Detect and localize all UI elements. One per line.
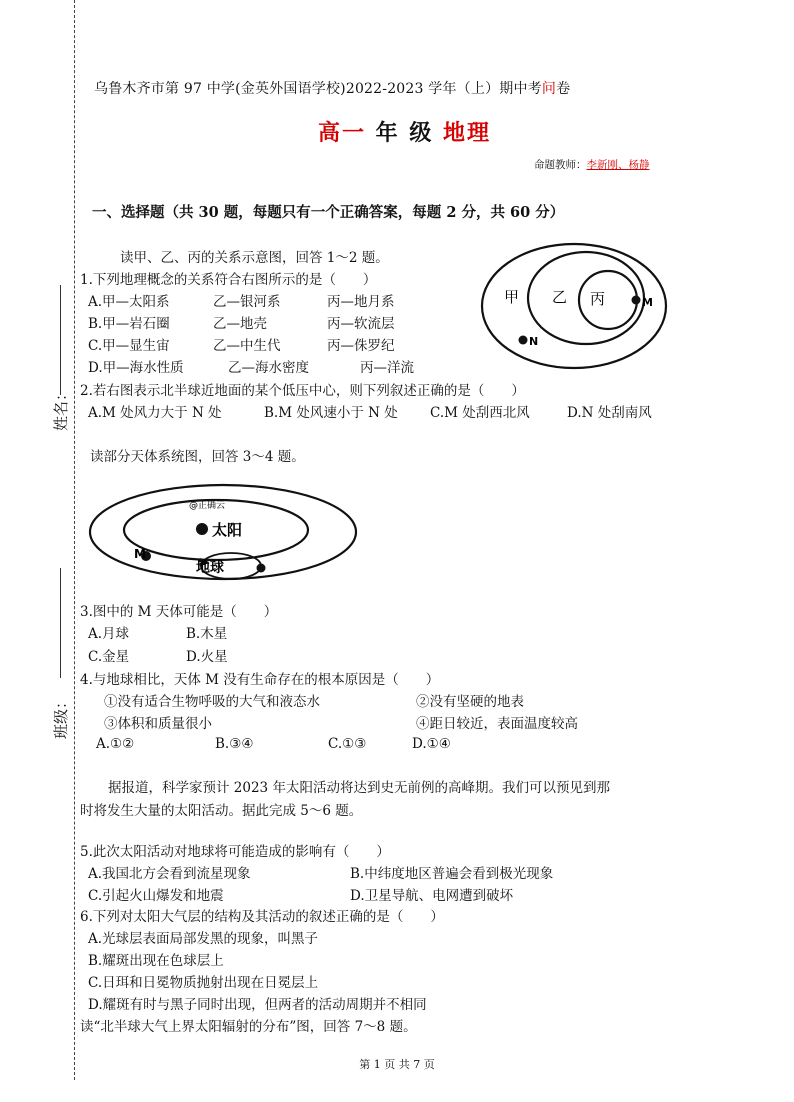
- teacher-label: 命题教师：: [534, 159, 587, 171]
- m-label: M: [134, 547, 146, 561]
- sun-dot: [196, 523, 208, 535]
- class-fill-line: [60, 568, 61, 678]
- q1-option-c: C.甲—显生宙: [88, 338, 170, 354]
- q1-option-c-yi: 乙—中生代: [213, 338, 281, 354]
- label-bing: 丙: [590, 290, 606, 308]
- sun-label: 太阳: [212, 521, 243, 539]
- teacher-line: [534, 157, 650, 172]
- binding-dashed-line: [74, 0, 75, 1080]
- q3-option-c: C.金星: [88, 649, 130, 665]
- q6-stem: 6.下列对太阳大气层的结构及其活动的叙述正确的是（ ）: [80, 909, 444, 925]
- intro-q1-2: 读甲、乙、丙的关系示意图，回答 1～2 题。: [120, 250, 389, 266]
- q5-option-d: D.卫星导航、电网遭到破坏: [350, 888, 514, 904]
- header-red-char: 问: [541, 81, 557, 97]
- q4-option-c: C.①③: [328, 736, 367, 752]
- q3-stem: 3.图中的 M 天体可能是（ ）: [80, 604, 278, 620]
- header-main: 乌鲁木齐市第 97 中学(金英外国语学校)2022-2023 学年（上）期中考: [94, 81, 542, 97]
- watermark: @正确云: [189, 501, 226, 511]
- q1-option-b-yi: 乙—地壳: [213, 316, 267, 332]
- label-m: M: [642, 296, 653, 309]
- exam-header: [94, 78, 570, 98]
- q1-option-a-yi: 乙—银河系: [213, 294, 281, 310]
- grade-text: 高一: [318, 120, 367, 146]
- point-m: [632, 296, 641, 305]
- q4-item-4: ④距日较近，表面温度较高: [416, 716, 578, 732]
- grade-mid: 年 级: [366, 120, 443, 146]
- label-n: N: [529, 335, 539, 348]
- label-yi: 乙: [552, 288, 568, 306]
- class-label: 班级：: [52, 693, 71, 740]
- q1-stem: 1.下列地理概念的关系符合右图所示的是（ ）: [80, 272, 377, 288]
- point-n: [519, 336, 528, 345]
- q6-option-a: A.光球层表面局部发黑的现象，叫黑子: [88, 931, 319, 947]
- section-heading: 一、选择题（共 30 题，每题只有一个正确答案，每题 2 分，共 60 分）: [92, 204, 565, 221]
- q2-option-d: D.N 处刮南风: [567, 405, 652, 421]
- q4-option-a: A.①②: [96, 736, 135, 752]
- q4-item-2: ②没有坚硬的地表: [416, 694, 524, 710]
- q2-option-c: C.M 处刮西北风: [430, 405, 530, 421]
- passage-line-2: 时将发生大量的太阳活动。据此完成 5～6 题。: [80, 803, 363, 819]
- q4-stem: 4.与地球相比，天体 M 没有生命存在的根本原因是（ ）: [80, 672, 440, 688]
- name-fill-line: [60, 285, 61, 395]
- q4-item-1: ①没有适合生物呼吸的大气和液态水: [104, 694, 320, 710]
- q1-option-d-bing: 丙—洋流: [360, 360, 414, 376]
- q1-option-a: A.甲—太阳系: [88, 294, 170, 310]
- circle-bing: [579, 271, 637, 329]
- q1-option-c-bing: 丙—侏罗纪: [327, 338, 395, 354]
- celestial-system-diagram: [86, 482, 366, 592]
- q2-option-a: A.M 处风力大于 N 处: [88, 405, 222, 421]
- grade-subject-title: [318, 116, 491, 147]
- label-jia: 甲: [504, 288, 520, 306]
- circle-yi: [528, 252, 644, 344]
- q5-option-a: A.我国北方会看到流星现象: [88, 866, 251, 882]
- intro-q3-4: 读部分天体系统图，回答 3～4 题。: [90, 449, 305, 465]
- q1-option-b-bing: 丙—软流层: [327, 316, 395, 332]
- q1-option-b: B.甲—岩石圈: [88, 316, 170, 332]
- q6-option-c: C.日珥和日冕物质抛射出现在日冕层上: [88, 975, 319, 991]
- circle-jia: [482, 244, 666, 368]
- subject-text: 地理: [443, 120, 492, 146]
- q3-option-a: A.月球: [88, 626, 130, 642]
- passage-line-1: 据报道，科学家预计 2023 年太阳活动将达到史无前例的高峰期。我们可以预见到那: [108, 780, 610, 796]
- relation-diagram: [478, 238, 678, 378]
- q5-option-c: C.引起火山爆发和地震: [88, 888, 224, 904]
- q4-option-d: D.①④: [412, 736, 451, 752]
- q6-option-d: D.耀斑有时与黑子同时出现，但两者的活动周期并不相同: [88, 997, 427, 1013]
- q2-stem: 2.若右图表示北半球近地面的某个低压中心，则下列叙述正确的是（ ）: [80, 383, 525, 399]
- q3-option-b: B.木星: [186, 626, 228, 642]
- q3-option-d: D.火星: [186, 649, 228, 665]
- q1-option-d-yi: 乙—海水密度: [228, 360, 309, 376]
- q1-option-a-bing: 丙—地月系: [327, 294, 395, 310]
- header-end: 卷: [556, 81, 571, 97]
- intro-q7-8: 读“北半球大气上界太阳辐射的分布”图，回答 7～8 题。: [80, 1019, 417, 1035]
- q6-option-b: B.耀斑出现在色球层上: [88, 953, 224, 969]
- q4-item-3: ③体积和质量很小: [104, 716, 212, 732]
- q5-stem: 5.此次太阳活动对地球将可能造成的影响有（ ）: [80, 844, 390, 860]
- earth-label: 地球: [196, 560, 224, 576]
- page-footer: 第 1 页 共 7 页: [359, 1058, 435, 1071]
- q2-option-b: B.M 处风速小于 N 处: [264, 405, 398, 421]
- q4-option-b: B.③④: [215, 736, 254, 752]
- q5-option-b: B.中纬度地区普遍会看到极光现象: [350, 866, 554, 882]
- teacher-names: 李新刚、杨静: [586, 159, 650, 171]
- earth-dot: [257, 564, 266, 573]
- q1-option-d: D.甲—海水性质: [88, 360, 184, 376]
- name-label: 姓名：: [52, 385, 71, 432]
